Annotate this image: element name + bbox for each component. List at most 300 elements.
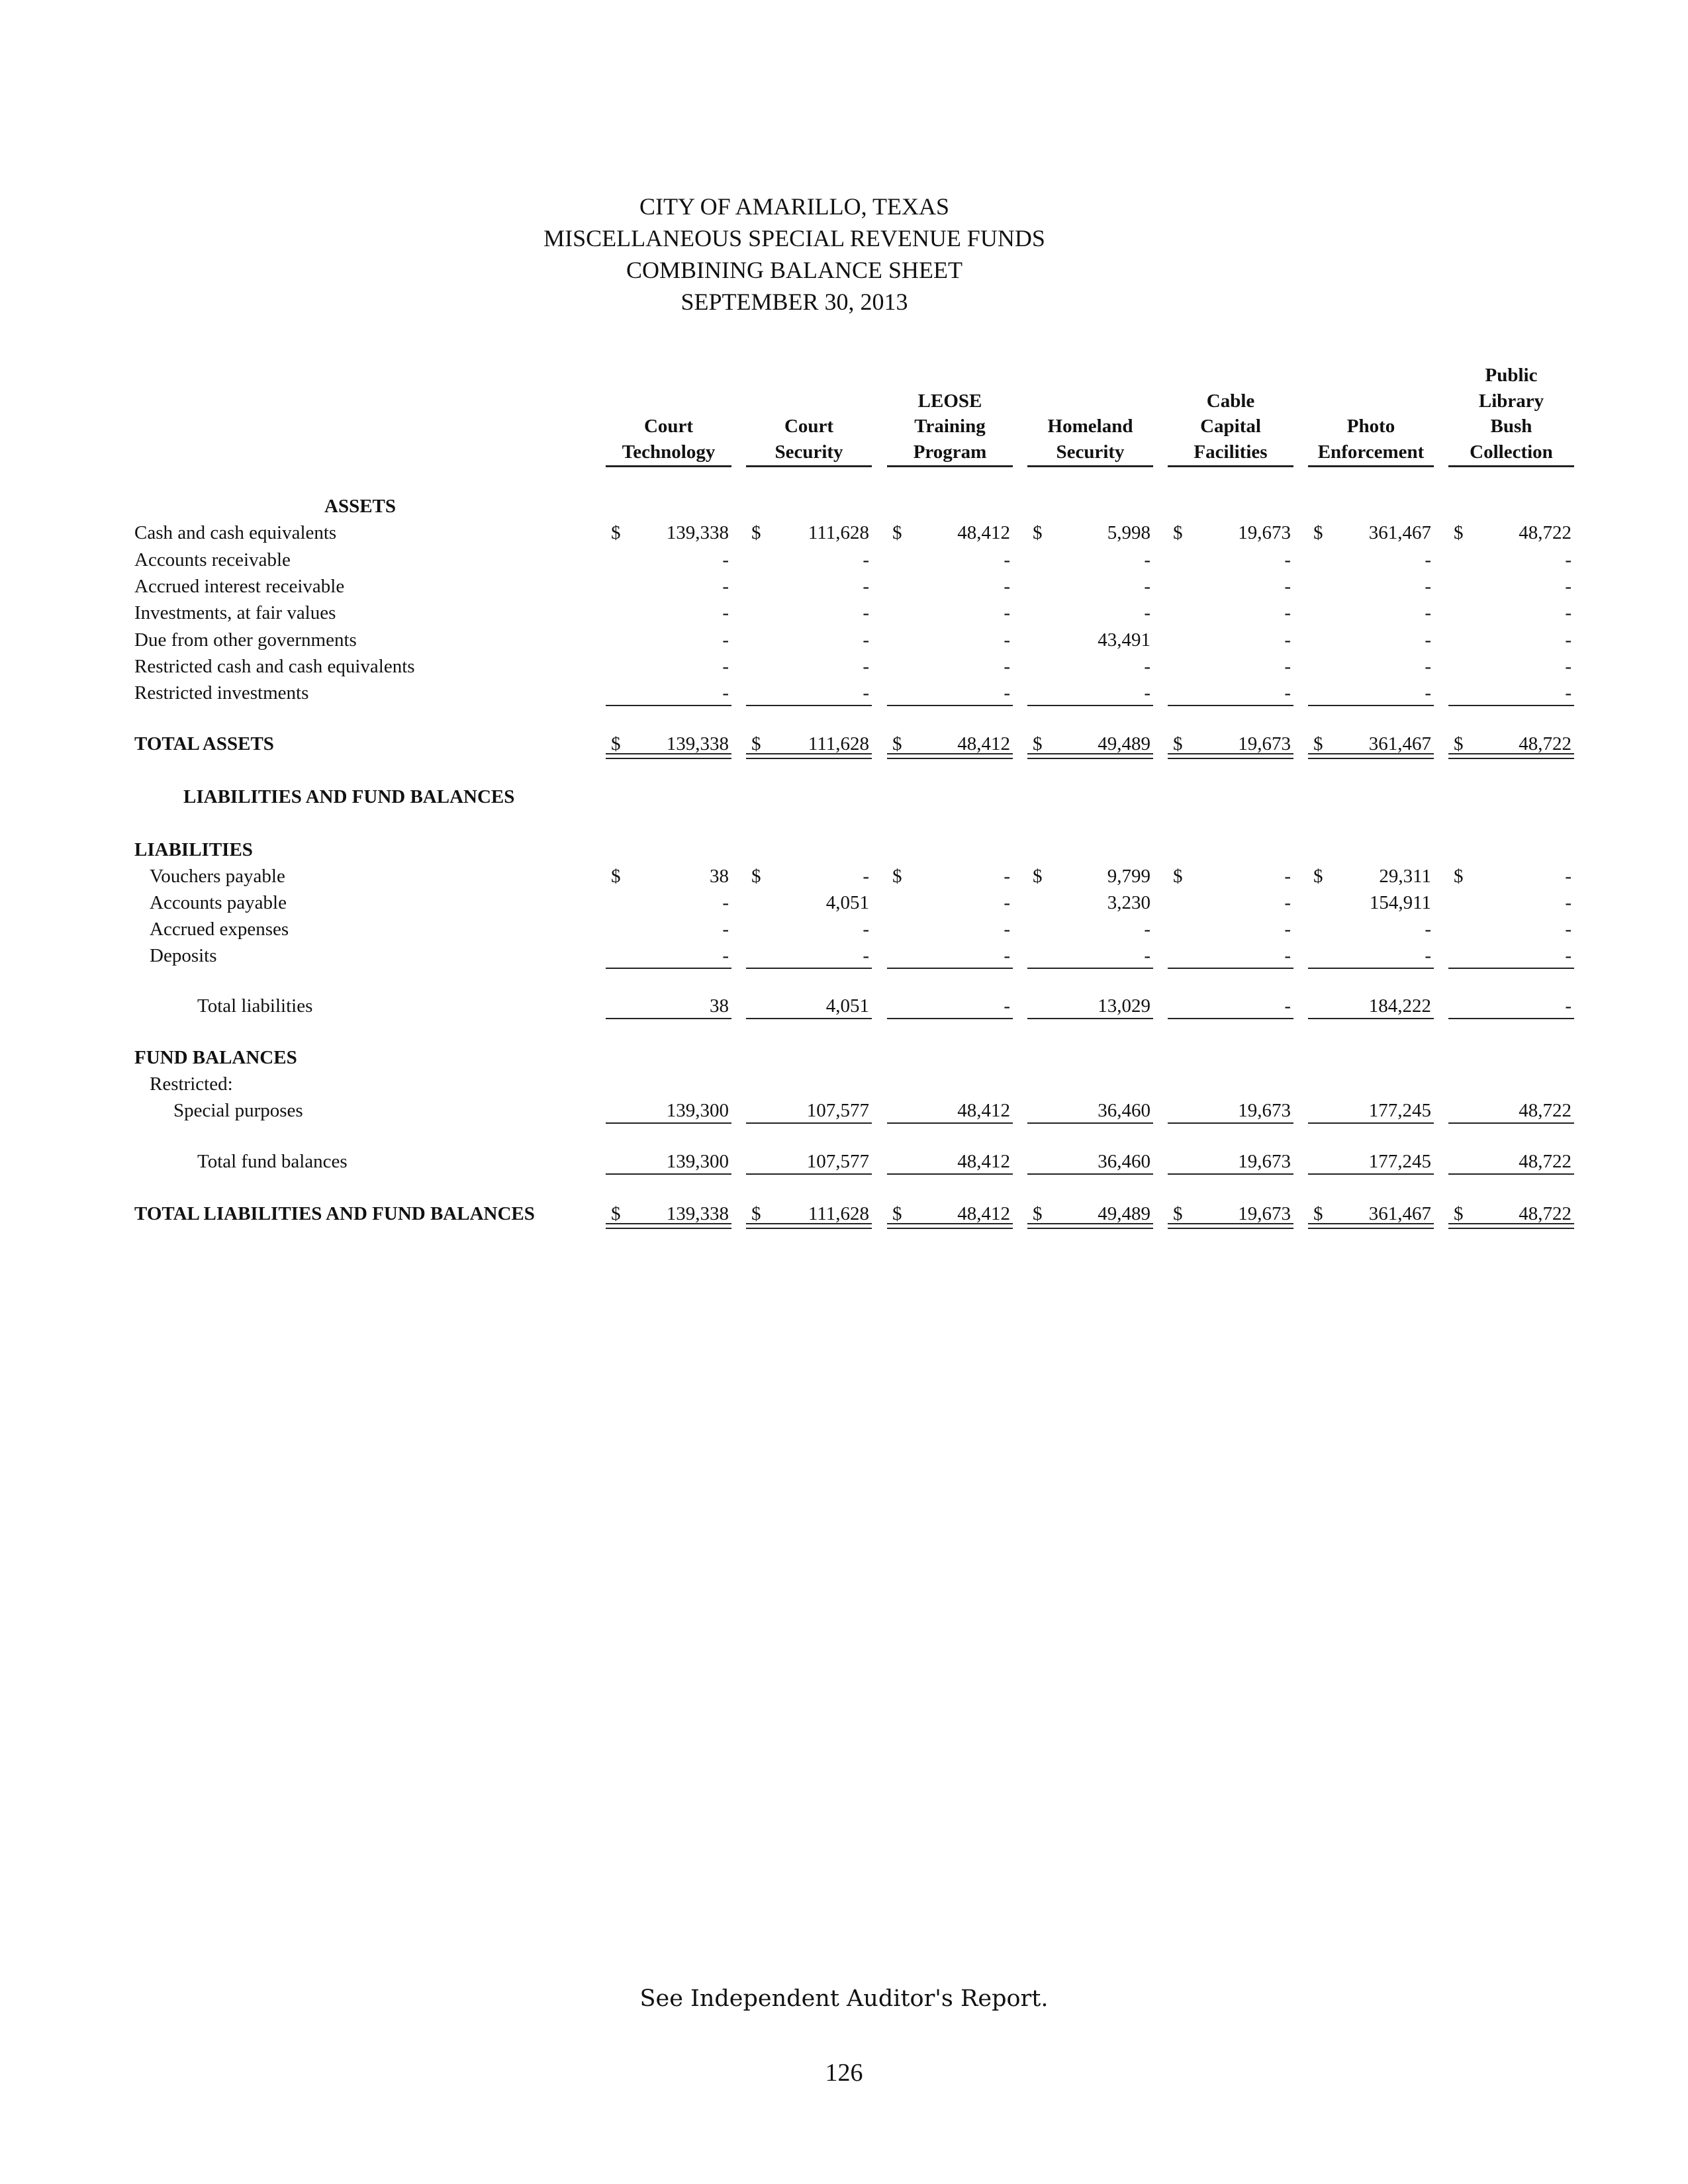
cell-value bbox=[1448, 1148, 1574, 1175]
cell-value bbox=[1448, 600, 1574, 626]
amount: 19,673 bbox=[1238, 522, 1291, 543]
cell-value bbox=[1168, 547, 1293, 573]
row-due-from-other-governments bbox=[0, 627, 1688, 653]
total-underline bbox=[746, 968, 872, 969]
currency-symbol: $ bbox=[1454, 522, 1464, 543]
amount: - bbox=[1284, 866, 1291, 887]
row-restricted-investments bbox=[0, 680, 1688, 706]
row-restricted-cash-and-cash-equivalents bbox=[0, 653, 1688, 680]
amount: 139,338 bbox=[666, 733, 729, 754]
total-underline bbox=[606, 1122, 731, 1124]
column-header-line: Security bbox=[1056, 441, 1125, 463]
amount: - bbox=[722, 629, 729, 651]
cell-value bbox=[746, 916, 872, 942]
cell-value bbox=[1168, 1148, 1293, 1175]
column-header-photo-enforcement bbox=[1308, 363, 1434, 465]
amount: - bbox=[1284, 682, 1291, 704]
total-underline bbox=[746, 1173, 872, 1175]
currency-symbol: $ bbox=[1313, 733, 1323, 754]
amount: - bbox=[1284, 549, 1291, 570]
row-label: ASSETS bbox=[324, 496, 397, 517]
cell-value bbox=[1308, 600, 1434, 626]
amount: - bbox=[1144, 656, 1150, 677]
total-underline bbox=[1448, 1173, 1574, 1175]
double-underline bbox=[746, 1223, 872, 1229]
amount: - bbox=[1425, 919, 1431, 940]
cell-value bbox=[1027, 600, 1153, 626]
amount: 48,722 bbox=[1519, 1151, 1571, 1172]
total-underline bbox=[1308, 705, 1434, 706]
total-underline bbox=[1308, 968, 1434, 969]
amount: 38 bbox=[710, 866, 729, 887]
cell-value bbox=[1448, 863, 1574, 889]
total-underline bbox=[1027, 1018, 1153, 1019]
cell-value bbox=[606, 680, 731, 706]
cell-value bbox=[1168, 627, 1293, 653]
amount: - bbox=[722, 549, 729, 570]
amount: - bbox=[1284, 919, 1291, 940]
cell-value bbox=[1308, 680, 1434, 706]
amount: - bbox=[863, 576, 869, 597]
double-underline bbox=[746, 753, 872, 759]
amount: - bbox=[1565, 919, 1571, 940]
row-label: Restricted cash and cash equivalents bbox=[134, 656, 415, 677]
total-underline bbox=[1168, 1122, 1293, 1124]
total-underline bbox=[606, 1173, 731, 1175]
currency-symbol: $ bbox=[1313, 866, 1323, 887]
amount: 361,467 bbox=[1368, 522, 1431, 543]
cell-value bbox=[606, 1148, 731, 1175]
amount: 107,577 bbox=[806, 1100, 869, 1121]
row-special-purposes bbox=[0, 1097, 1688, 1124]
column-header-line: Library bbox=[1478, 390, 1544, 412]
title-line-3: COMBINING BALANCE SHEET bbox=[626, 257, 962, 283]
amount: 48,412 bbox=[957, 1151, 1010, 1172]
column-header-leose-training-program bbox=[887, 363, 1013, 465]
column-header-line: Photo bbox=[1346, 416, 1395, 437]
cell-value bbox=[1027, 520, 1153, 546]
cell-value bbox=[746, 600, 872, 626]
total-underline bbox=[1308, 1173, 1434, 1175]
title-line-4: SEPTEMBER 30, 2013 bbox=[680, 289, 908, 315]
cell-value bbox=[887, 1148, 1013, 1175]
amount: - bbox=[1284, 892, 1291, 913]
row-label: Accrued expenses bbox=[150, 919, 289, 940]
amount: - bbox=[1004, 549, 1010, 570]
row-label: Due from other governments bbox=[134, 629, 357, 651]
cell-value bbox=[887, 573, 1013, 600]
amount: - bbox=[1565, 549, 1571, 570]
amount: - bbox=[1284, 629, 1291, 651]
title-line-1: CITY OF AMARILLO, TEXAS bbox=[639, 193, 950, 220]
cell-value bbox=[1168, 863, 1293, 889]
row-label: Accounts payable bbox=[150, 892, 287, 913]
cell-value bbox=[887, 520, 1013, 546]
amount: - bbox=[863, 629, 869, 651]
cell-value bbox=[1027, 1148, 1153, 1175]
row-assets bbox=[0, 493, 1688, 520]
double-underline bbox=[1448, 753, 1574, 759]
amount: - bbox=[1144, 945, 1150, 966]
double-underline bbox=[1448, 1223, 1574, 1229]
cell-value bbox=[1168, 680, 1293, 706]
amount: - bbox=[1425, 602, 1431, 623]
cell-value bbox=[1027, 863, 1153, 889]
cell-value bbox=[1308, 573, 1434, 600]
row-label: Accounts receivable bbox=[134, 549, 291, 570]
amount: - bbox=[1144, 576, 1150, 597]
amount: 48,412 bbox=[957, 522, 1010, 543]
cell-value bbox=[746, 573, 872, 600]
currency-symbol: $ bbox=[1173, 522, 1183, 543]
currency-symbol: $ bbox=[1033, 1203, 1043, 1224]
amount: - bbox=[1144, 549, 1150, 570]
cell-value bbox=[1448, 653, 1574, 680]
amount: 4,051 bbox=[825, 995, 869, 1017]
currency-symbol: $ bbox=[1173, 1203, 1183, 1224]
auditor-report-note: See Independent Auditor's Report. bbox=[639, 1985, 1049, 2012]
amount: - bbox=[722, 576, 729, 597]
amount: - bbox=[1565, 995, 1571, 1017]
amount: 48,722 bbox=[1519, 1100, 1571, 1121]
amount: - bbox=[1004, 995, 1010, 1017]
row-accrued-interest-receivable bbox=[0, 573, 1688, 600]
row-label: Vouchers payable bbox=[150, 866, 285, 887]
cell-value bbox=[887, 1097, 1013, 1124]
row-deposits bbox=[0, 942, 1688, 969]
currency-symbol: $ bbox=[751, 866, 761, 887]
row-investments-at-fair-values bbox=[0, 600, 1688, 626]
column-header-line: Court bbox=[784, 416, 834, 437]
cell-value bbox=[1308, 520, 1434, 546]
row-label: Total fund balances bbox=[197, 1151, 348, 1172]
amount: 13,029 bbox=[1098, 995, 1150, 1017]
cell-value bbox=[606, 889, 731, 916]
double-underline bbox=[1168, 1223, 1293, 1229]
currency-symbol: $ bbox=[892, 733, 902, 754]
cell-value bbox=[887, 600, 1013, 626]
amount: - bbox=[722, 602, 729, 623]
report-title bbox=[0, 191, 1589, 318]
amount: - bbox=[863, 656, 869, 677]
column-header-line: Training bbox=[914, 416, 986, 437]
amount: 38 bbox=[710, 995, 729, 1017]
total-underline bbox=[1448, 705, 1574, 706]
total-underline bbox=[746, 705, 872, 706]
row-fund-balances bbox=[0, 1044, 1688, 1071]
amount: 111,628 bbox=[808, 522, 869, 543]
cell-value bbox=[1308, 1148, 1434, 1175]
cell-value bbox=[887, 653, 1013, 680]
total-underline bbox=[746, 1018, 872, 1019]
page-number: 126 bbox=[825, 2059, 863, 2087]
cell-value bbox=[887, 680, 1013, 706]
cell-value bbox=[746, 889, 872, 916]
total-underline bbox=[1308, 1018, 1434, 1019]
column-header-line: Enforcement bbox=[1317, 441, 1425, 463]
row-label: Deposits bbox=[150, 945, 217, 966]
amount: 19,673 bbox=[1238, 1203, 1291, 1224]
cell-value bbox=[887, 889, 1013, 916]
currency-symbol: $ bbox=[1033, 866, 1043, 887]
row-label: FUND BALANCES bbox=[134, 1047, 297, 1068]
column-header-underline bbox=[1168, 465, 1293, 467]
cell-value bbox=[1448, 942, 1574, 969]
column-header-line: Facilities bbox=[1194, 441, 1268, 463]
amount: 111,628 bbox=[808, 733, 869, 754]
cell-value bbox=[1308, 889, 1434, 916]
amount: - bbox=[1284, 945, 1291, 966]
amount: 29,311 bbox=[1379, 866, 1431, 887]
cell-value bbox=[1448, 1097, 1574, 1124]
cell-value bbox=[1448, 916, 1574, 942]
amount: 5,998 bbox=[1107, 522, 1150, 543]
amount: 36,460 bbox=[1098, 1151, 1150, 1172]
amount: 177,245 bbox=[1368, 1151, 1431, 1172]
amount: 177,245 bbox=[1368, 1100, 1431, 1121]
total-underline bbox=[1027, 968, 1153, 969]
cell-value bbox=[1168, 520, 1293, 546]
cell-value bbox=[606, 1097, 731, 1124]
amount: - bbox=[863, 919, 869, 940]
row-cash-and-cash-equivalents bbox=[0, 520, 1688, 546]
row-liabilities bbox=[0, 837, 1688, 863]
cell-value bbox=[606, 653, 731, 680]
amount: 48,722 bbox=[1519, 733, 1571, 754]
currency-symbol: $ bbox=[1313, 1203, 1323, 1224]
currency-symbol: $ bbox=[751, 522, 761, 543]
column-header-line: Capital bbox=[1200, 416, 1261, 437]
cell-value bbox=[606, 993, 731, 1019]
amount: - bbox=[1565, 866, 1571, 887]
total-underline bbox=[1168, 968, 1293, 969]
currency-symbol: $ bbox=[751, 1203, 761, 1224]
column-header-public-library-bush-collection bbox=[1448, 363, 1574, 465]
column-header-line: Program bbox=[913, 441, 987, 463]
total-underline bbox=[1027, 705, 1153, 706]
row-label: Total liabilities bbox=[197, 995, 313, 1017]
amount: - bbox=[722, 656, 729, 677]
currency-symbol: $ bbox=[892, 866, 902, 887]
cell-value bbox=[606, 520, 731, 546]
row-liabilities-and-fund-balances bbox=[0, 784, 1688, 810]
amount: - bbox=[722, 682, 729, 704]
amount: - bbox=[1565, 656, 1571, 677]
cell-value bbox=[1168, 600, 1293, 626]
currency-symbol: $ bbox=[1033, 522, 1043, 543]
currency-symbol: $ bbox=[1173, 866, 1183, 887]
amount: - bbox=[1004, 892, 1010, 913]
row-total-liabilities-and-fund-balances bbox=[0, 1201, 1688, 1227]
total-underline bbox=[1168, 1173, 1293, 1175]
cell-value bbox=[1308, 916, 1434, 942]
row-label: Investments, at fair values bbox=[134, 602, 336, 623]
cell-value bbox=[1027, 916, 1153, 942]
amount: - bbox=[1004, 602, 1010, 623]
cell-value bbox=[1027, 993, 1153, 1019]
row-total-liabilities bbox=[0, 993, 1688, 1019]
amount: - bbox=[1004, 629, 1010, 651]
cell-value bbox=[1168, 993, 1293, 1019]
total-underline bbox=[887, 1018, 1013, 1019]
amount: - bbox=[1565, 629, 1571, 651]
amount: - bbox=[1284, 576, 1291, 597]
currency-symbol: $ bbox=[892, 1203, 902, 1224]
currency-symbol: $ bbox=[611, 733, 621, 754]
total-underline bbox=[1027, 1173, 1153, 1175]
row-total-fund-balances bbox=[0, 1148, 1688, 1175]
total-underline bbox=[1168, 705, 1293, 706]
amount: 19,673 bbox=[1238, 733, 1291, 754]
amount: 111,628 bbox=[808, 1203, 869, 1224]
cell-value bbox=[606, 600, 731, 626]
cell-value bbox=[1168, 573, 1293, 600]
total-underline bbox=[606, 1018, 731, 1019]
row-accounts-receivable bbox=[0, 547, 1688, 573]
amount: - bbox=[863, 682, 869, 704]
row-label: Special purposes bbox=[173, 1100, 303, 1121]
cell-value bbox=[1448, 889, 1574, 916]
cell-value bbox=[887, 942, 1013, 969]
amount: 19,673 bbox=[1238, 1151, 1291, 1172]
amount: - bbox=[1004, 866, 1010, 887]
amount: 184,222 bbox=[1368, 995, 1431, 1017]
row-restricted bbox=[0, 1071, 1688, 1097]
amount: - bbox=[1425, 945, 1431, 966]
amount: - bbox=[1425, 576, 1431, 597]
amount: - bbox=[722, 892, 729, 913]
amount: 49,489 bbox=[1098, 733, 1150, 754]
amount: - bbox=[722, 945, 729, 966]
cell-value bbox=[1448, 993, 1574, 1019]
amount: - bbox=[1004, 945, 1010, 966]
cell-value bbox=[887, 547, 1013, 573]
row-accounts-payable bbox=[0, 889, 1688, 916]
currency-symbol: $ bbox=[1033, 733, 1043, 754]
amount: - bbox=[863, 549, 869, 570]
row-label: Accrued interest receivable bbox=[134, 576, 345, 597]
cell-value bbox=[1027, 627, 1153, 653]
amount: - bbox=[1565, 576, 1571, 597]
amount: - bbox=[1565, 602, 1571, 623]
total-underline bbox=[746, 1122, 872, 1124]
amount: - bbox=[1004, 576, 1010, 597]
cell-value bbox=[606, 942, 731, 969]
row-label: TOTAL LIABILITIES AND FUND BALANCES bbox=[134, 1203, 535, 1224]
amount: 48,722 bbox=[1519, 522, 1571, 543]
cell-value bbox=[746, 942, 872, 969]
cell-value bbox=[746, 993, 872, 1019]
double-underline bbox=[1308, 1223, 1434, 1229]
cell-value bbox=[887, 916, 1013, 942]
cell-value bbox=[1027, 1097, 1153, 1124]
cell-value bbox=[1308, 653, 1434, 680]
cell-value bbox=[1308, 627, 1434, 653]
double-underline bbox=[1168, 753, 1293, 759]
amount: 361,467 bbox=[1368, 1203, 1431, 1224]
cell-value bbox=[1308, 993, 1434, 1019]
total-underline bbox=[1027, 1122, 1153, 1124]
total-underline bbox=[1448, 1122, 1574, 1124]
double-underline bbox=[606, 753, 731, 759]
column-header-line: Security bbox=[774, 441, 843, 463]
currency-symbol: $ bbox=[1173, 733, 1183, 754]
column-header-line: LEOSE bbox=[917, 390, 982, 412]
currency-symbol: $ bbox=[892, 522, 902, 543]
cell-value bbox=[1027, 942, 1153, 969]
amount: 139,338 bbox=[666, 522, 729, 543]
amount: - bbox=[863, 602, 869, 623]
cell-value bbox=[606, 916, 731, 942]
amount: 36,460 bbox=[1098, 1100, 1150, 1121]
amount: 49,489 bbox=[1098, 1203, 1150, 1224]
currency-symbol: $ bbox=[1454, 866, 1464, 887]
double-underline bbox=[887, 753, 1013, 759]
row-label: LIABILITIES AND FUND BALANCES bbox=[183, 786, 515, 807]
total-underline bbox=[887, 705, 1013, 706]
cell-value bbox=[1027, 653, 1153, 680]
total-underline bbox=[1448, 968, 1574, 969]
amount: - bbox=[1004, 682, 1010, 704]
amount: - bbox=[1425, 549, 1431, 570]
cell-value bbox=[746, 1148, 872, 1175]
amount: 48,412 bbox=[957, 1203, 1010, 1224]
total-underline bbox=[887, 1173, 1013, 1175]
total-underline bbox=[1168, 1018, 1293, 1019]
cell-value bbox=[887, 863, 1013, 889]
cell-value bbox=[746, 547, 872, 573]
amount: - bbox=[722, 919, 729, 940]
column-header-line: Cable bbox=[1206, 390, 1255, 412]
amount: - bbox=[1284, 602, 1291, 623]
cell-value bbox=[746, 627, 872, 653]
amount: - bbox=[1565, 945, 1571, 966]
column-header-underline bbox=[1308, 465, 1434, 467]
cell-value bbox=[1168, 889, 1293, 916]
title-line-2: MISCELLANEOUS SPECIAL REVENUE FUNDS bbox=[543, 225, 1045, 251]
total-underline bbox=[1448, 1018, 1574, 1019]
amount: - bbox=[1425, 682, 1431, 704]
row-label: LIABILITIES bbox=[134, 839, 253, 860]
cell-value bbox=[1168, 1097, 1293, 1124]
amount: 139,338 bbox=[666, 1203, 729, 1224]
cell-value bbox=[1027, 547, 1153, 573]
amount: 107,577 bbox=[806, 1151, 869, 1172]
cell-value bbox=[887, 993, 1013, 1019]
cell-value bbox=[1308, 547, 1434, 573]
amount: - bbox=[1565, 682, 1571, 704]
currency-symbol: $ bbox=[1454, 1203, 1464, 1224]
row-accrued-expenses bbox=[0, 916, 1688, 942]
cell-value bbox=[1448, 627, 1574, 653]
cell-value bbox=[606, 627, 731, 653]
currency-symbol: $ bbox=[1454, 733, 1464, 754]
amount: - bbox=[1284, 656, 1291, 677]
amount: 48,412 bbox=[957, 1100, 1010, 1121]
cell-value bbox=[1448, 573, 1574, 600]
cell-value bbox=[606, 547, 731, 573]
cell-value bbox=[746, 520, 872, 546]
cell-value bbox=[746, 1097, 872, 1124]
row-label: Restricted investments bbox=[134, 682, 309, 704]
amount: - bbox=[1004, 919, 1010, 940]
amount: 19,673 bbox=[1238, 1100, 1291, 1121]
total-underline bbox=[887, 1122, 1013, 1124]
row-label: Restricted: bbox=[150, 1073, 233, 1095]
column-header-line: Technology bbox=[622, 441, 716, 463]
column-header-underline bbox=[1448, 465, 1574, 467]
double-underline bbox=[1308, 753, 1434, 759]
